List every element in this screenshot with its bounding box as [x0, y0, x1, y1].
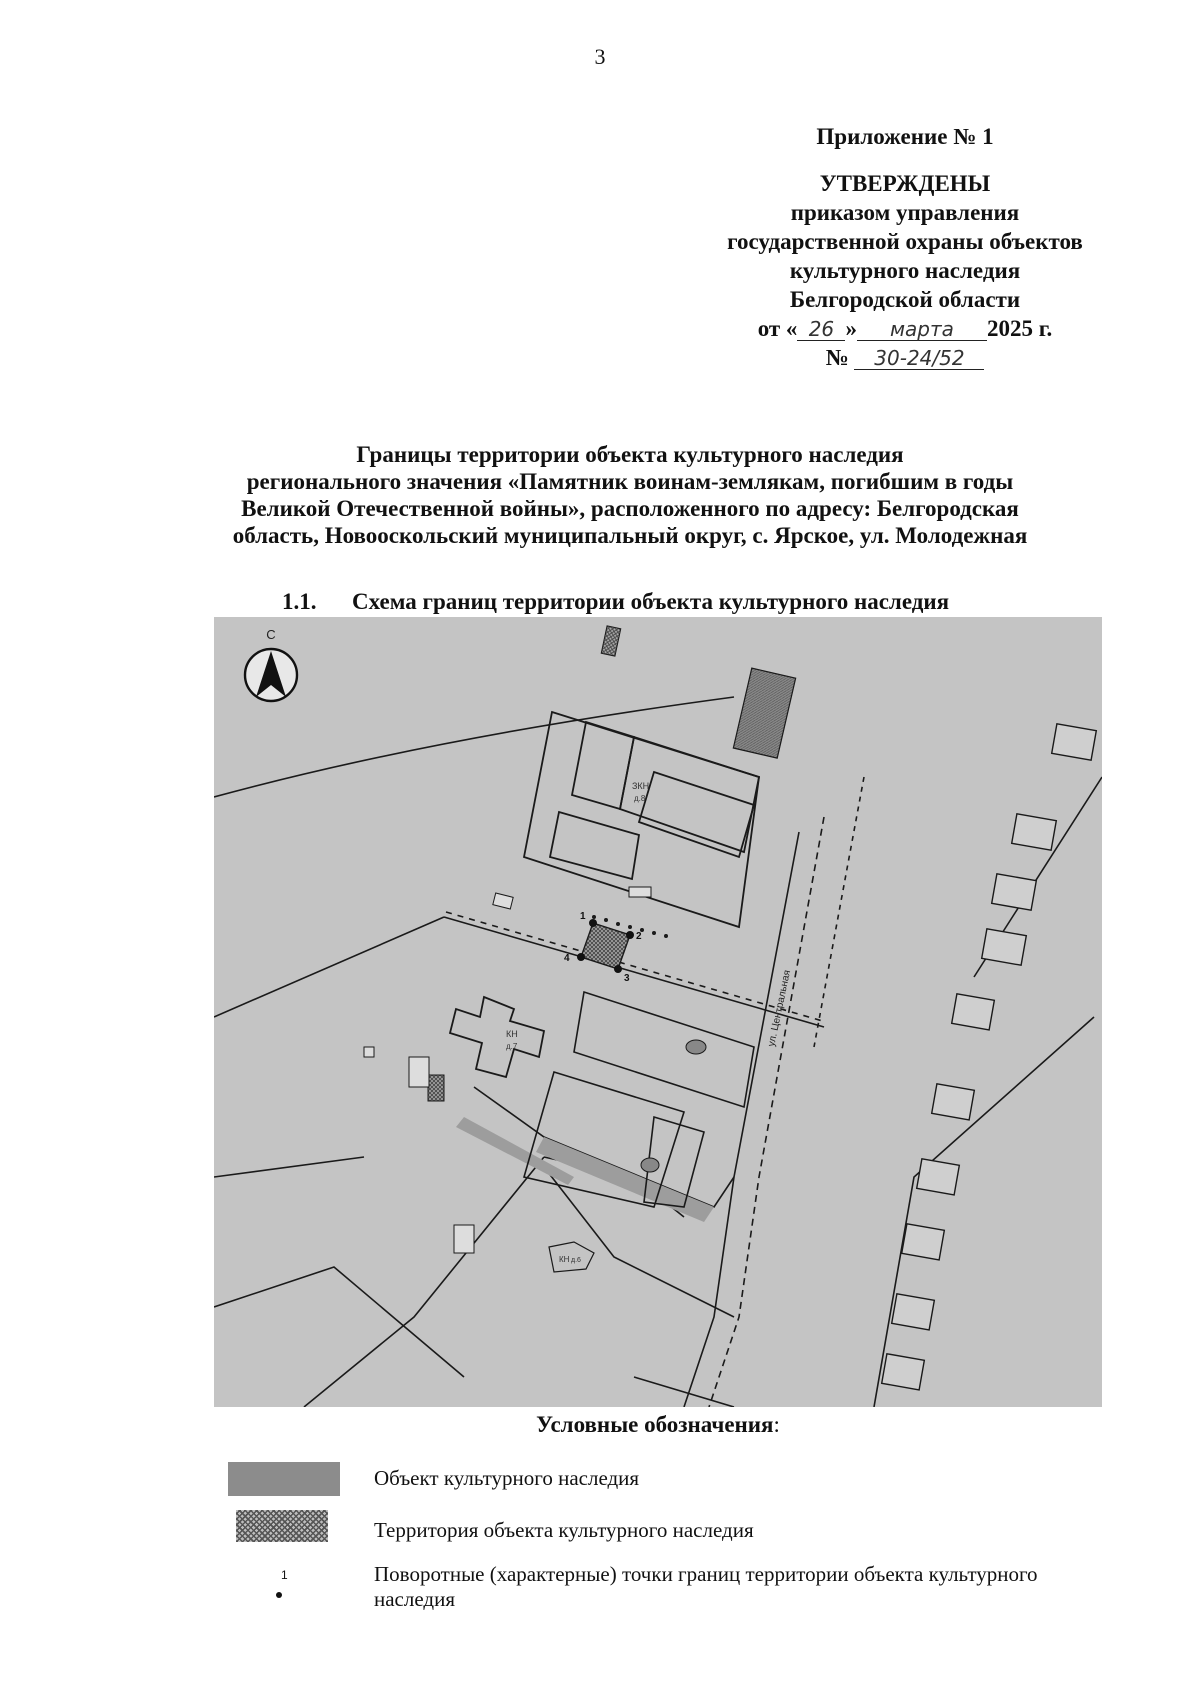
legend-title	[0, 1412, 1200, 1438]
legend-point-dot	[276, 1592, 282, 1598]
title-line: область, Новооскольский муниципальный округ, с. Ярское, ул. Молодежная	[232, 523, 1028, 548]
legend-text-territory: Территория объекта культурного наследия	[374, 1518, 754, 1542]
approval-date	[690, 314, 1120, 343]
document-title	[150, 441, 1110, 549]
legend-title-colon: :	[773, 1412, 780, 1437]
approval-block	[690, 122, 1120, 372]
small-building	[428, 1075, 444, 1101]
annex-label: Приложение № 1	[816, 124, 994, 149]
building-label-kn6-house: д.6	[571, 1257, 581, 1264]
building-label-kn-house: д.7	[506, 1042, 518, 1051]
small-building	[454, 1225, 474, 1253]
point-label-2: 2	[636, 931, 642, 942]
title-line: Великой Отечественной войны», расположенного по адресу: Белгородская	[241, 496, 1019, 521]
point-label-4: 4	[564, 953, 570, 964]
street-label: ул. Центральная	[766, 969, 794, 1048]
monument-blob	[686, 1040, 706, 1054]
legend-text-boundary-points: Поворотные (характерные) точки границ территории объекта культурного наследия	[374, 1562, 1038, 1611]
approval-line: культурного наследия	[789, 258, 1021, 283]
building-label-kn: КН	[506, 1029, 518, 1039]
building-label-kn6: КН	[559, 1255, 570, 1264]
boundary-point-1	[589, 919, 597, 927]
section-heading	[282, 589, 949, 615]
monument-blob	[641, 1158, 659, 1172]
legend-point-label: 1	[281, 1568, 288, 1582]
legend-swatch-cultural-object	[228, 1462, 340, 1496]
boundary-point-4	[577, 953, 585, 961]
building-label-zkn-house: д.8	[634, 794, 646, 803]
building-label-zkn: ЗКН	[632, 781, 650, 791]
section-number: 1.1.	[282, 589, 317, 614]
title-line: Границы территории объекта культурного наследия	[356, 442, 904, 467]
north-label: С	[266, 627, 276, 642]
number-prefix: №	[825, 345, 849, 370]
small-building	[629, 887, 651, 897]
title-line: регионального значения «Памятник воинам-землякам, погибшим в годы	[246, 469, 1014, 494]
legend-title-text: Условные обозначения	[536, 1412, 774, 1437]
legend-text-cultural-object: Объект культурного наследия	[374, 1466, 640, 1490]
date-prefix: от «	[757, 316, 798, 341]
approval-line: государственной охраны объектов	[727, 229, 1083, 254]
small-building	[364, 1047, 374, 1057]
boundary-point-3	[614, 965, 622, 973]
approval-line: Белгородской области	[789, 287, 1021, 312]
small-building	[409, 1057, 429, 1087]
date-quote-close: »	[845, 316, 857, 341]
date-year: 2025 г.	[986, 316, 1053, 341]
section-title: Схема границ территории объекта культурного наследия	[352, 589, 950, 614]
page-number: 3	[594, 44, 606, 69]
legend-swatch-territory	[236, 1510, 328, 1542]
point-label-3: 3	[624, 973, 630, 984]
boundary-point-2	[626, 931, 634, 939]
approval-number	[690, 343, 1120, 372]
point-label-1: 1	[580, 911, 586, 922]
legend-point-marker	[272, 1568, 292, 1602]
boundary-map	[214, 617, 1102, 1407]
date-day: 26	[797, 318, 845, 341]
approval-line: приказом управления	[790, 200, 1020, 225]
number-value: 30-24/52	[854, 347, 984, 370]
date-month: марта	[857, 318, 987, 341]
approved-label: УТВЕРЖДЕНЫ	[819, 171, 991, 196]
